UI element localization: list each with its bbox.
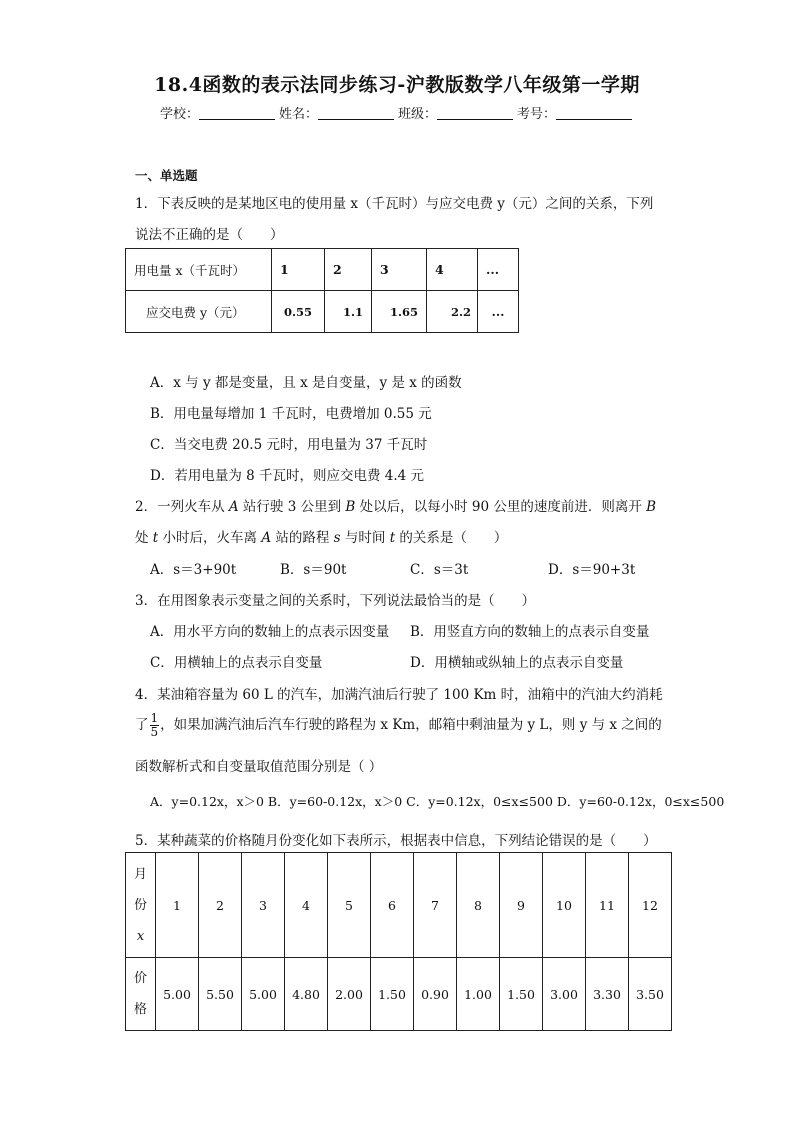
q1-option-c[interactable]: C．当交电费 20.5 元时，用电量为 37 千瓦时 — [150, 437, 428, 453]
q2-stem-line2 — [135, 526, 507, 546]
q2-var-t: t — [152, 530, 159, 546]
q1-cell: 0.55 — [272, 291, 325, 333]
school-blank[interactable] — [199, 106, 275, 120]
q4-stem-line3: 函数解析式和自变量取值范围分别是（ ） — [135, 759, 383, 775]
q1-cell: 3 — [372, 249, 427, 291]
q5-price-cell: 0.90 — [414, 958, 457, 1031]
q1-row1-header: 用电量 x（千瓦时） — [126, 249, 272, 291]
q1-cell: 2.2 — [427, 291, 478, 333]
q2-option-d[interactable]: D．s＝90+3t — [548, 562, 636, 578]
q1-option-b[interactable]: B．用电量每增加 1 千瓦时，电费增加 0.55 元 — [150, 406, 432, 422]
q1-stem-line1: 1．下表反映的是某地区电的使用量 x（千瓦时）与应交电费 y（元）之间的关系，下列 — [135, 196, 654, 212]
q5-price-cell: 5.50 — [199, 958, 242, 1031]
class-blank[interactable] — [437, 106, 513, 120]
q2-text: 与时间 — [340, 530, 390, 546]
q4-text: ，如果加满汽油后汽车行驶的路程为 x Km，邮箱中剩油量为 y L，则 y 与 x 之间的 — [160, 717, 662, 733]
table-row — [126, 853, 672, 958]
fraction-numerator: 1 — [150, 711, 159, 725]
q4-text: 了 — [135, 717, 149, 733]
table-row — [126, 291, 519, 333]
q2-var-b: B — [345, 499, 356, 515]
q5-month-cell: 9 — [500, 853, 543, 958]
q5-price-cell: 4.80 — [285, 958, 328, 1031]
q1-cell: 2 — [325, 249, 372, 291]
q5-price-cell: 2.00 — [328, 958, 371, 1031]
q2-option-a[interactable]: A．s＝3+90t — [150, 562, 237, 578]
q2-stem-line1 — [135, 495, 656, 515]
q1-option-d[interactable]: D．若用电量为 8 千瓦时，则应交电费 4.4 元 — [150, 468, 425, 484]
q2-option-b[interactable]: B．s＝90t — [280, 562, 347, 578]
q5-month-cell: 10 — [543, 853, 586, 958]
q2-var-a: A — [228, 499, 239, 515]
q2-var-t: t — [389, 530, 396, 546]
header-char: 份 — [133, 897, 147, 913]
q4-stem-line2 — [135, 712, 662, 739]
header-char: 价 — [133, 971, 147, 986]
q3-option-c[interactable]: C．用横轴上的点表示自变量 — [150, 655, 323, 671]
q5-month-cell: 5 — [328, 853, 371, 958]
q5-price-cell: 3.00 — [543, 958, 586, 1031]
q1-cell: 4 — [427, 249, 478, 291]
class-label: 班级： — [398, 107, 438, 122]
q1-option-a[interactable]: A．x 与 y 都是变量，且 x 是自变量，y 是 x 的函数 — [150, 375, 462, 391]
q2-text: 处以后，以每小时 90 公里的速度前进．则离开 — [355, 499, 647, 515]
q5-price-cell: 1.50 — [500, 958, 543, 1031]
q5-month-header — [126, 853, 156, 958]
q2-text: 的关系是（ ） — [395, 530, 508, 546]
q2-text: 小时后，火车离 — [158, 530, 262, 546]
q1-cell: 1.1 — [325, 291, 372, 333]
header-char: 格 — [133, 1002, 147, 1017]
q5-month-cell: 6 — [371, 853, 414, 958]
q4-options[interactable]: A．y=0.12x，x＞0 B．y=60-0.12x，x＞0 C．y=0.12x，0≤x≤500 D．y=60-0.12x，0≤x≤500 — [150, 794, 725, 809]
q1-cell: 1.65 — [372, 291, 427, 333]
q1-stem-line2: 说法不正确的是（ ） — [135, 227, 284, 243]
q5-month-cell: 2 — [199, 853, 242, 958]
q5-price-cell: 5.00 — [156, 958, 199, 1031]
number-blank[interactable] — [556, 106, 632, 120]
q5-month-cell: 8 — [457, 853, 500, 958]
q1-row2-header: 应交电费 y（元） — [126, 291, 272, 333]
q5-month-cell: 11 — [586, 853, 629, 958]
q2-option-c[interactable]: C．s＝3t — [410, 562, 469, 578]
q5-month-cell: 4 — [285, 853, 328, 958]
q5-price-cell: 5.00 — [242, 958, 285, 1031]
q1-cell: ... — [478, 291, 519, 333]
q3-option-b[interactable]: B．用竖直方向的数轴上的点表示自变量 — [410, 624, 650, 640]
table-row — [126, 249, 519, 291]
name-blank[interactable] — [318, 106, 394, 120]
q5-price-cell: 1.50 — [371, 958, 414, 1031]
school-label: 学校： — [160, 107, 200, 122]
q1-table — [125, 248, 519, 333]
q1-cell: ... — [478, 249, 519, 291]
number-label: 考号： — [517, 107, 557, 122]
fraction — [150, 712, 160, 739]
q3-stem: 3．在用图象表示变量之间的关系时，下列说法最恰当的是（ ） — [135, 593, 536, 609]
q2-var-b: B — [646, 499, 657, 515]
name-label: 姓名： — [279, 107, 319, 122]
q3-option-a[interactable]: A．用水平方向的数轴上的点表示因变量 — [150, 624, 390, 640]
q2-text: 2．一列火车从 — [135, 499, 229, 515]
q5-stem: 5．某种蔬菜的价格随月份变化如下表所示，根据表中信息，下列结论错误的是（ ） — [135, 833, 657, 849]
student-info-line — [160, 103, 636, 122]
page-title: 18.4函数的表示法同步练习-沪教版数学八年级第一学期 — [154, 74, 640, 96]
q5-price-cell: 1.00 — [457, 958, 500, 1031]
q4-stem-line1: 4．某油箱容量为 60 L 的汽车，加满汽油后行驶了 100 Km 时，油箱中的汽油大约消耗 — [135, 687, 663, 703]
section-heading: 一、单选题 — [135, 168, 198, 183]
q5-price-header — [126, 958, 156, 1031]
q5-month-cell: 12 — [629, 853, 672, 958]
q1-cell: 1 — [272, 249, 325, 291]
q5-price-cell: 3.50 — [629, 958, 672, 1031]
q5-month-cell: 7 — [414, 853, 457, 958]
q5-month-cell: 3 — [242, 853, 285, 958]
fraction-denominator: 5 — [150, 725, 159, 739]
q2-var-s: s — [333, 530, 341, 546]
q5-table — [125, 852, 672, 1031]
q5-month-cell: 1 — [156, 853, 199, 958]
header-char: x — [136, 928, 145, 944]
q3-option-d[interactable]: D．用横轴或纵轴上的点表示自变量 — [410, 655, 624, 671]
header-char: 月 — [133, 866, 147, 882]
q2-text: 处 — [135, 530, 153, 546]
q5-price-cell: 3.30 — [586, 958, 629, 1031]
q2-text: 站行驶 3 公里到 — [238, 499, 346, 515]
q2-text: 站的路程 — [271, 530, 334, 546]
table-row — [126, 958, 672, 1031]
q2-var-a: A — [261, 530, 272, 546]
